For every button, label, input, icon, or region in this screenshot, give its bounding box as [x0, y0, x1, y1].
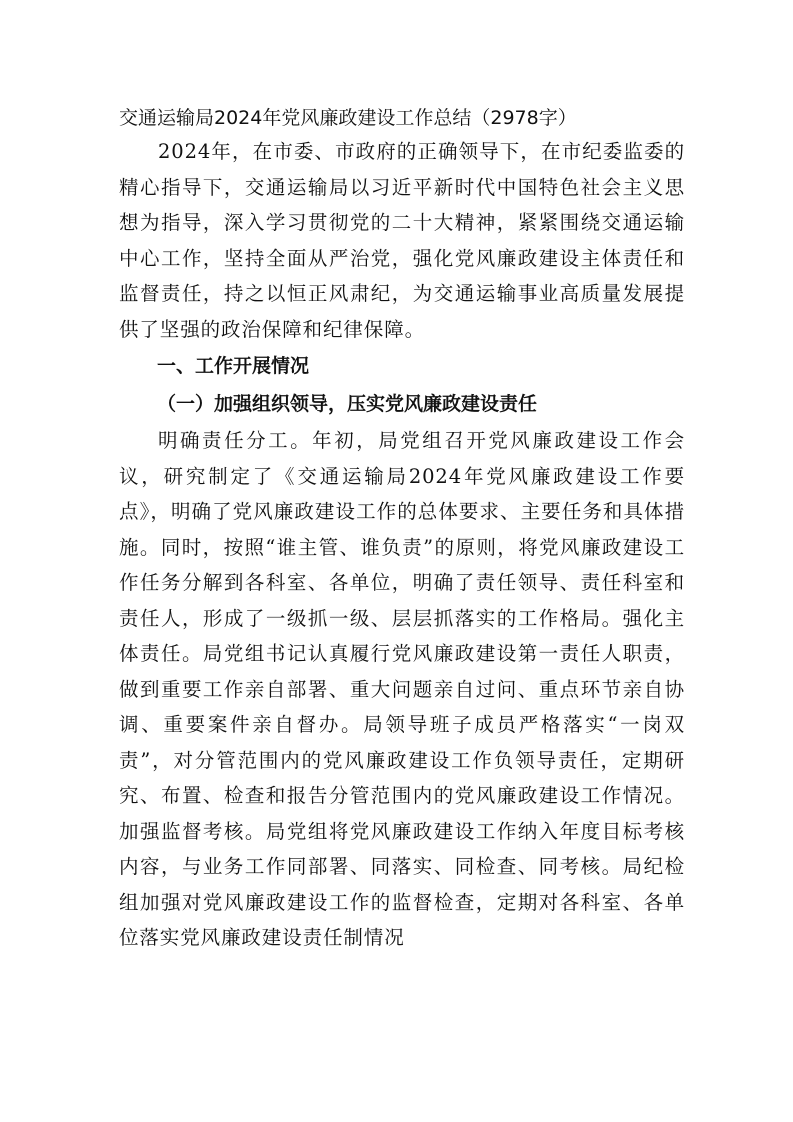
document-title: 交通运输局2024年党风廉政建设工作总结（2978字）	[119, 107, 577, 129]
intro-paragraph: 2024年，在市委、市政府的正确领导下，在市纪委监委的精心指导下，交通运输局以习近平新时代中国特色社会主义思想为指导，深入学习贯彻党的二十大精神，紧紧围绕交通运输中心工作，坚持全面从严治党，强化党风廉政建设主体责任和监督责任，持之以恒正风肃纪，为交通运输事业高质量发展提供了坚强的政治保障和纪律保障。	[119, 140, 685, 341]
section-heading: 一、工作开展情况	[157, 355, 310, 377]
subsection-heading: （一）加强组织领导，压实党风廉政建设责任	[157, 393, 538, 415]
body-paragraph: 明确责任分工。年初，局党组召开党风廉政建设工作会议，研究制定了《交通运输局2024年党风廉政建设工作要点》，明确了党风廉政建设工作的总体要求、主要任务和具体措施。同时，按照“谁主管、谁负责”的原则，将党风廉政建设工作任务分解到各科室、各单位，明确了责任领导、责任科室和责任人，形成了一级抓一级、层层抓落实的工作格局。强化主体责任。局党组书记认真履行党风廉政建设第一责任人职责，做到重要工作亲自部署、重大问题亲自过问、重点环节亲自协调、重要案件亲自督办。局领导班子成员严格落实“一岗双责”，对分管范围内的党风廉政建设工作负领导责任，定期研究、布置、检查和报告分管范围内的党风廉政建设工作情况。加强监督考核。局党组将党风廉政建设工作纳入年度目标考核内容，与业务工作同部署、同落实、同检查、同考核。局纪检组加强对党风廉政建设工作的监督检查，定期对各科室、各单位落实党风廉政建设责任制情况	[119, 429, 685, 949]
document-body	[119, 102, 685, 956]
